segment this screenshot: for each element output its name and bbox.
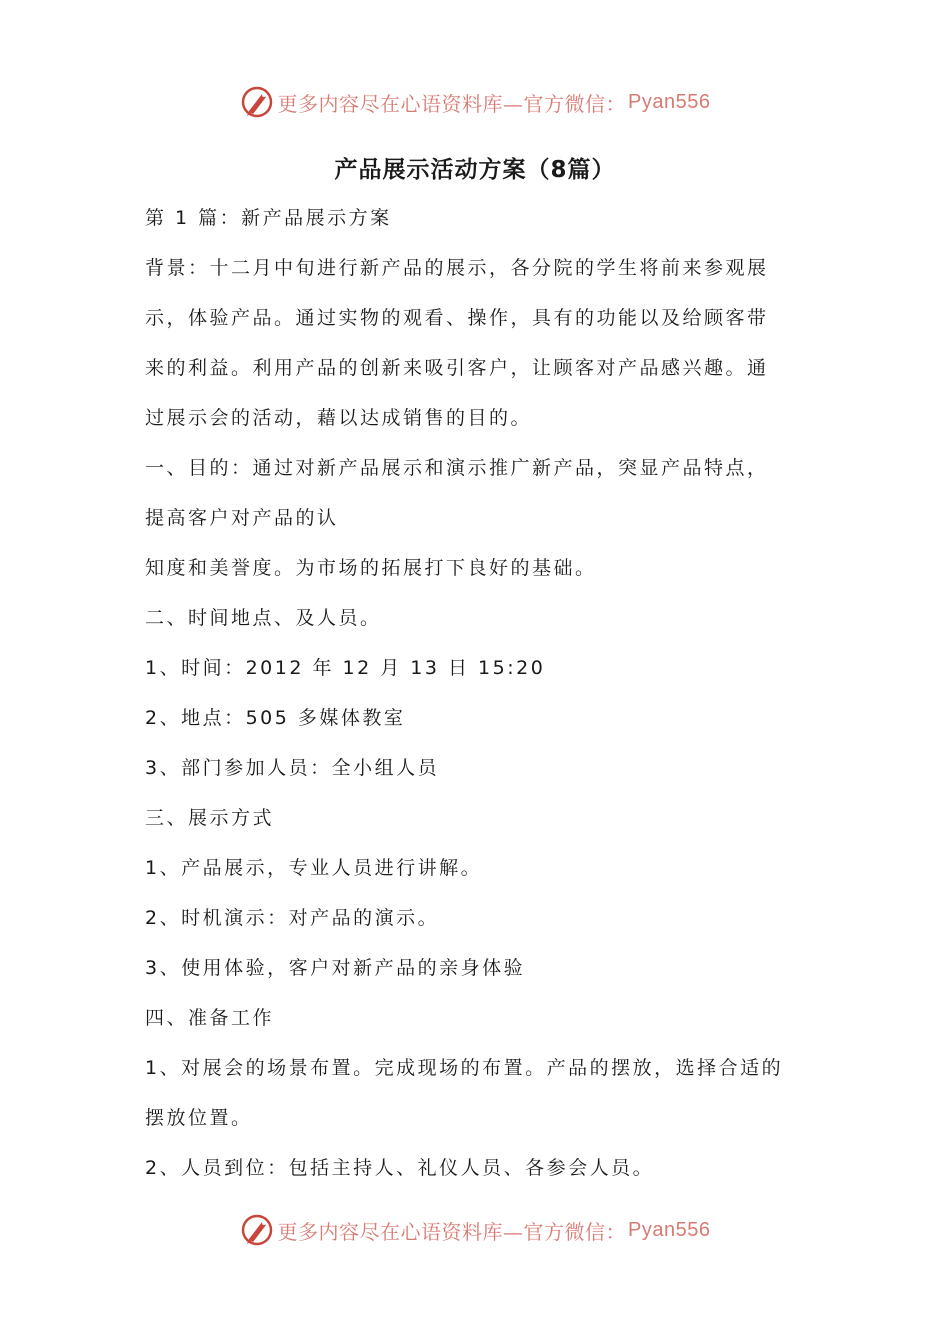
paragraph-line: 三、展示方式 <box>145 807 275 829</box>
paragraph-line: 3、部门参加人员：全小组人员 <box>145 757 440 779</box>
paragraph-line: 示，体验产品。通过实物的观看、操作，具有的功能以及给顾客带 <box>145 307 769 329</box>
document-body <box>145 193 810 1193</box>
paragraph-line: 过展示会的活动，藉以达成销售的目的。 <box>145 407 533 429</box>
header-banner <box>0 80 950 124</box>
paragraph-line: 摆放位置。 <box>145 1107 253 1129</box>
paragraph-line: 四、准备工作 <box>145 1007 275 1029</box>
paragraph-line: 二、时间地点、及人员。 <box>145 607 382 629</box>
paragraph-line: 2、人员到位：包括主持人、礼仪人员、各参会人员。 <box>145 1157 655 1179</box>
paragraph-line: 来的利益。利用产品的创新来吸引客户，让顾客对产品感兴趣。通 <box>145 357 769 379</box>
paragraph-line: 2、时机演示：对产品的演示。 <box>145 907 440 929</box>
paragraph-line: 2、地点：505 多媒体教室 <box>145 707 406 729</box>
banner-text: 更多内容尽在心语资料库—官方微信： <box>277 91 627 116</box>
paragraph-line: 知度和美誉度。为市场的拓展打下良好的基础。 <box>145 557 597 579</box>
paragraph-line: 1、产品展示，专业人员进行讲解。 <box>145 857 483 879</box>
paragraph-line: 一、目的：通过对新产品展示和演示推广新产品，突显产品特点， <box>145 457 769 479</box>
paragraph-line: 提高客户对产品的认 <box>145 507 339 529</box>
paragraph-line: 1、对展会的场景布置。完成现场的布置。产品的摆放，选择合适的 <box>145 1057 784 1079</box>
paragraph-line: 背景：十二月中旬进行新产品的展示，各分院的学生将前来参观展 <box>145 257 769 279</box>
banner-handle: Pyan556 <box>628 1218 711 1241</box>
document-title: 产品展示活动方案（8篇） <box>334 157 616 183</box>
banner-handle: Pyan556 <box>628 90 711 113</box>
paragraph-line: 1、时间：2012 年 12 月 13 日 15:20 <box>145 657 546 679</box>
pen-logo-icon <box>240 1213 274 1247</box>
paragraph-line: 第 1 篇：新产品展示方案 <box>145 207 392 229</box>
footer-banner <box>0 1208 950 1252</box>
paragraph-line: 3、使用体验，客户对新产品的亲身体验 <box>145 957 526 979</box>
banner-text: 更多内容尽在心语资料库—官方微信： <box>277 1219 627 1244</box>
pen-logo-icon <box>240 85 274 119</box>
